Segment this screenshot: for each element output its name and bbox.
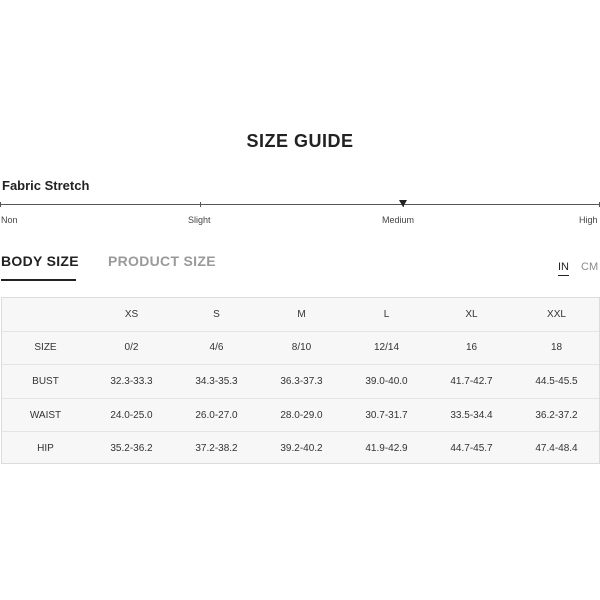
table-cell: 0/2 [89,331,174,365]
table-header-cell: XXL [547,308,566,320]
table-cell: 26.0-27.0 [174,398,259,432]
stretch-scale-line [0,204,600,205]
table-row-label: SIZE [2,331,89,365]
stretch-tick-non [0,202,1,207]
table-cell: 39.2-40.2 [259,432,344,465]
table-cell: 18 [514,331,599,365]
table-cell: 41.7-42.7 [429,365,514,399]
table-cell: 8/10 [259,331,344,365]
table-header-cell [2,298,89,331]
tab-body-size[interactable]: BODY SIZE [1,253,79,269]
table-header-cell: S [213,308,220,320]
table-row [2,331,599,365]
table-row-label: WAIST [2,398,89,432]
stretch-level-non: Non [1,215,18,225]
table-cell: 44.7-45.7 [429,432,514,465]
table-cell: 36.3-37.3 [259,365,344,399]
stretch-tick-slight [200,202,201,207]
table-cell: 47.4-48.4 [514,432,599,465]
table-header-cell: XS [124,308,139,320]
unit-toggle-in[interactable]: IN [558,261,569,276]
table-cell: 37.2-38.2 [174,432,259,465]
size-table-grid [2,298,599,465]
unit-toggle-cm[interactable]: CM [581,261,599,273]
table-cell: 30.7-31.7 [344,398,429,432]
stretch-level-high: High [579,215,598,225]
table-cell: 41.9-42.9 [344,432,429,465]
table-header-cell: L [383,308,390,320]
table-cell: 33.5-34.4 [429,398,514,432]
table-cell: 36.2-37.2 [514,398,599,432]
table-cell: 39.0-40.0 [344,365,429,399]
tab-active-underline [1,279,76,281]
size-table [1,297,600,464]
table-row [2,432,599,465]
table-cell: 44.5-45.5 [514,365,599,399]
table-cell: 28.0-29.0 [259,398,344,432]
table-header-cell: M [297,308,306,320]
table-row-label: HIP [2,432,89,465]
table-header-row [2,298,599,331]
table-header-cell: XL [465,308,478,320]
fabric-stretch-label: Fabric Stretch [2,178,90,193]
tab-product-size[interactable]: PRODUCT SIZE [108,253,216,269]
table-cell: 16 [429,331,514,365]
table-cell: 4/6 [174,331,259,365]
page-title: SIZE GUIDE [246,131,354,151]
fabric-stretch-scale [0,204,600,234]
table-cell: 32.3-33.3 [89,365,174,399]
stretch-selected-marker-icon [399,200,407,207]
stretch-level-slight: Slight [188,215,211,225]
stretch-level-medium: Medium [382,215,415,225]
table-cell: 12/14 [344,331,429,365]
table-cell: 24.0-25.0 [89,398,174,432]
table-row [2,398,599,432]
table-row [2,365,599,399]
table-row-label: BUST [2,365,89,399]
table-cell: 34.3-35.3 [174,365,259,399]
table-cell: 35.2-36.2 [89,432,174,465]
